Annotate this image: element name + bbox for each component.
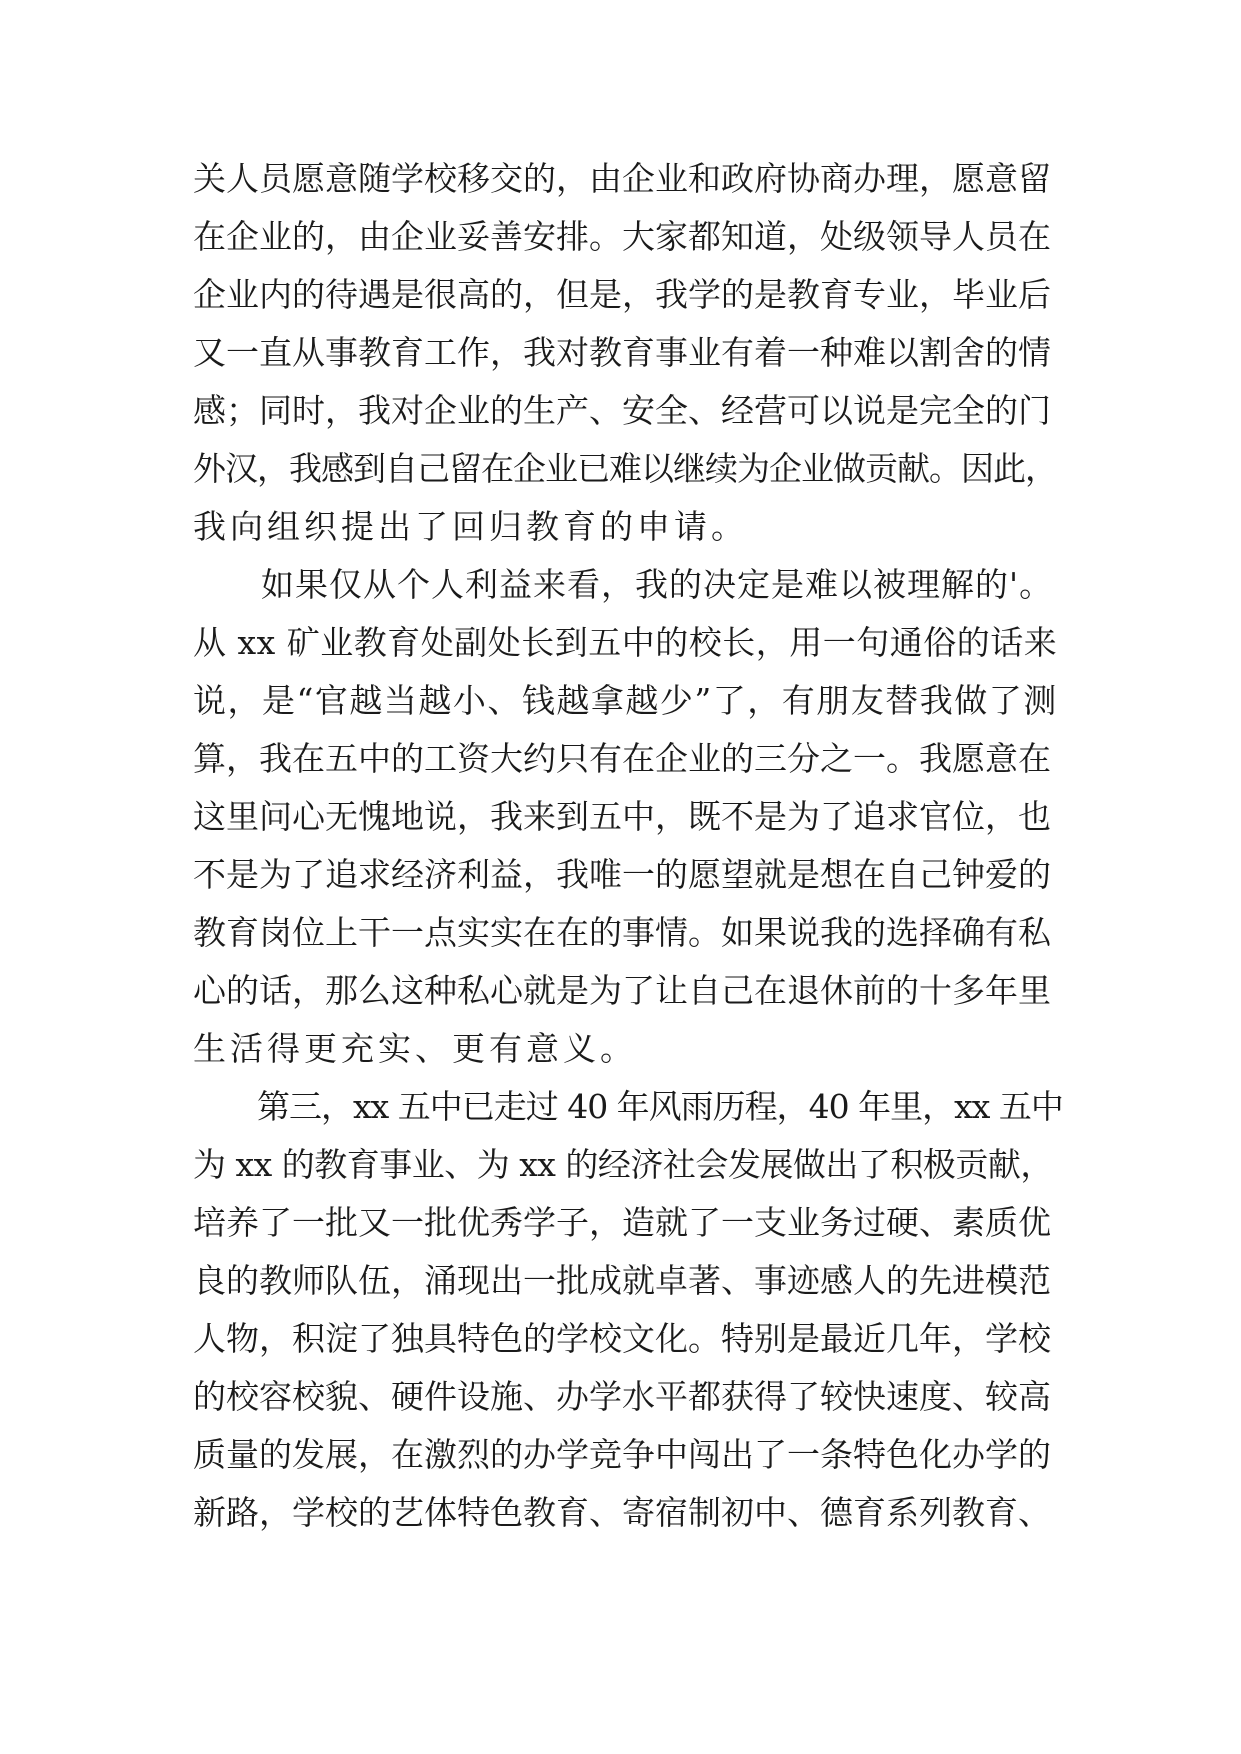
text-line: 为 xx 的教育事业、为 xx 的经济社会发展做出了积极贡献， — [193, 1145, 1053, 1184]
text-line: 的校容校貌、硬件设施、办学水平都获得了较快速度、较高 — [193, 1377, 1051, 1416]
text-line: 人物，积淀了独具特色的学校文化。特别是最近几年，学校 — [193, 1319, 1051, 1358]
text-line: 教育岗位上干一点实实在在的事情。如果说我的选择确有私 — [193, 913, 1051, 952]
text-line: 这里问心无愧地说，我来到五中，既不是为了追求官位，也 — [193, 797, 1051, 836]
text-line: 如果仅从个人利益来看，我的决定是难以被理解的'。 — [193, 565, 1054, 604]
text-line: 质量的发展，在激烈的办学竞争中闯出了一条特色化办学的 — [193, 1435, 1051, 1474]
text-line: 生活得更充实、更有意义。 — [193, 1029, 637, 1068]
text-line: 心的话，那么这种私心就是为了让自己在退休前的十多年里 — [193, 971, 1051, 1010]
text-line: 不是为了追求经济利益，我唯一的愿望就是想在自己钟爱的 — [193, 855, 1051, 894]
document-body — [193, 150, 1063, 1542]
text-line: 良的教师队伍，涌现出一批成就卓著、事迹感人的先进模范 — [193, 1261, 1051, 1300]
text-line: 又一直从事教育工作，我对教育事业有着一种难以割舍的情 — [193, 333, 1051, 372]
text-line: 新路，学校的艺体特色教育、寄宿制初中、德育系列教育、 — [193, 1493, 1051, 1532]
text-line: 培养了一批又一批优秀学子，造就了一支业务过硬、素质优 — [193, 1203, 1051, 1242]
text-line: 在企业的，由企业妥善安排。大家都知道，处级领导人员在 — [193, 217, 1051, 256]
text-line: 外汉，我感到自己留在企业已难以继续为企业做贡献。因此， — [193, 449, 1057, 488]
text-line: 第三，xx 五中已走过 40 年风雨历程，40 年里，xx 五中 — [193, 1087, 1063, 1126]
text-line: 关人员愿意随学校移交的，由企业和政府协商办理，愿意留 — [193, 159, 1051, 198]
text-line: 我向组织提出了回归教育的申请。 — [193, 507, 748, 546]
text-line: 企业内的待遇是很高的，但是，我学的是教育专业，毕业后 — [193, 275, 1051, 314]
text-line: 从 xx 矿业教育处副处长到五中的校长，用一句通俗的话来 — [193, 623, 1058, 662]
text-line: 感；同时，我对企业的生产、安全、经营可以说是完全的门 — [193, 391, 1051, 430]
text-line: 算，我在五中的工资大约只有在企业的三分之一。我愿意在 — [193, 739, 1051, 778]
text-line: 说，是“官越当越小、钱越拿越少”了，有朋友替我做了测 — [193, 681, 1058, 720]
